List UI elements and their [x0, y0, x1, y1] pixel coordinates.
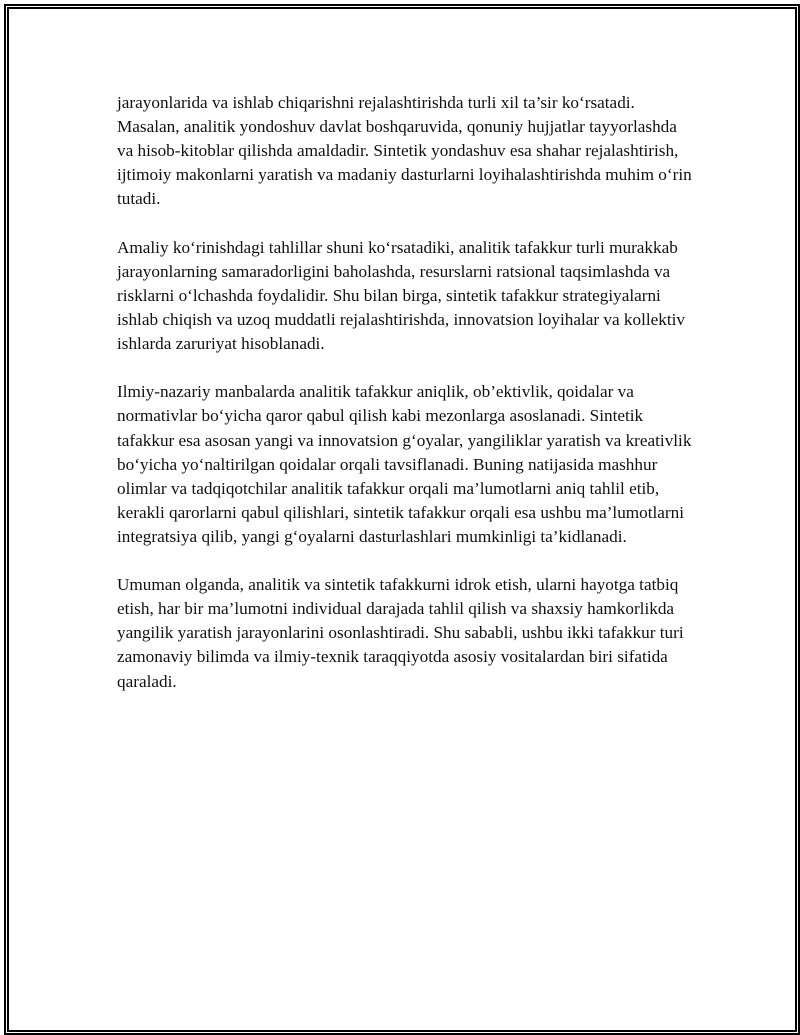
paragraph-1: jarayonlarida va ishlab chiqarishni rejalashtirishda turli xil ta’sir ko‘rsatadi. Masalan, analitik yondoshuv davlat boshqaruvida, qonuniy hujjatlar tayyorlashda va hisob-kitoblar qilishda amaldadir. Sintetik yondashuv esa shahar rejalashtirish, ijtimoiy makonlarni yaratish va madaniy dasturlarni loyihalashtirishda muhim o‘rin tutadi. [117, 93, 692, 209]
paragraph-3: Ilmiy-nazariy manbalarda analitik tafakkur aniqlik, ob’ektivlik, qoidalar va normativlar bo‘yicha qaror qabul qilish kabi mezonlarga asoslanadi. Sintetik tafakkur esa asosan yangi va innovatsion g‘oyalar, yangiliklar yaratish va kreativlik bo‘yicha yo‘naltirilgan qoidalar orqali tavsiflanadi. Buning natijasida mashhur olimlar va tadqiqotchilar analitik tafakkur orqali ma’lumotlarni aniq tahlil etib, kerakli qarorlarni qabul qilishlari, sintetik tafakkur orqali esa ushbu ma’lumotlarni integratsiya qilib, yangi g‘oyalarni dasturlashlari mumkinligi ta’kidlanadi. [117, 382, 692, 546]
paragraph-4: Umuman olganda, analitik va sintetik tafakkurni idrok etish, ularni hayotga tatbiq etish, har bir ma’lumotni individual darajada tahlil qilish va shaxsiy hamkorlikda yangilik yaratish jarayonlarini osonlashtiradi. Shu sababli, ushbu ikki tafakkur turi zamonaviy bilimda va ilmiy-texnik taraqqiyotda asosiy vositalardan biri sifatida qaraladi. [117, 575, 684, 691]
document-body [117, 91, 697, 718]
paragraph-2: Amaliy ko‘rinishdagi tahlillar shuni ko‘rsatadiki, analitik tafakkur turli murakkab jarayonlarning samaradorligini baholashda, resurslarni ratsional taqsimlashda va risklarni o‘lchashda foydalidir. Shu bilan birga, sintetik tafakkur strategiyalarni ishlab chiqish va uzoq muddatli rejalashtirishda, innovatsion loyihalar va kollektiv ishlarda zaruriyat hisoblanadi. [117, 237, 686, 354]
